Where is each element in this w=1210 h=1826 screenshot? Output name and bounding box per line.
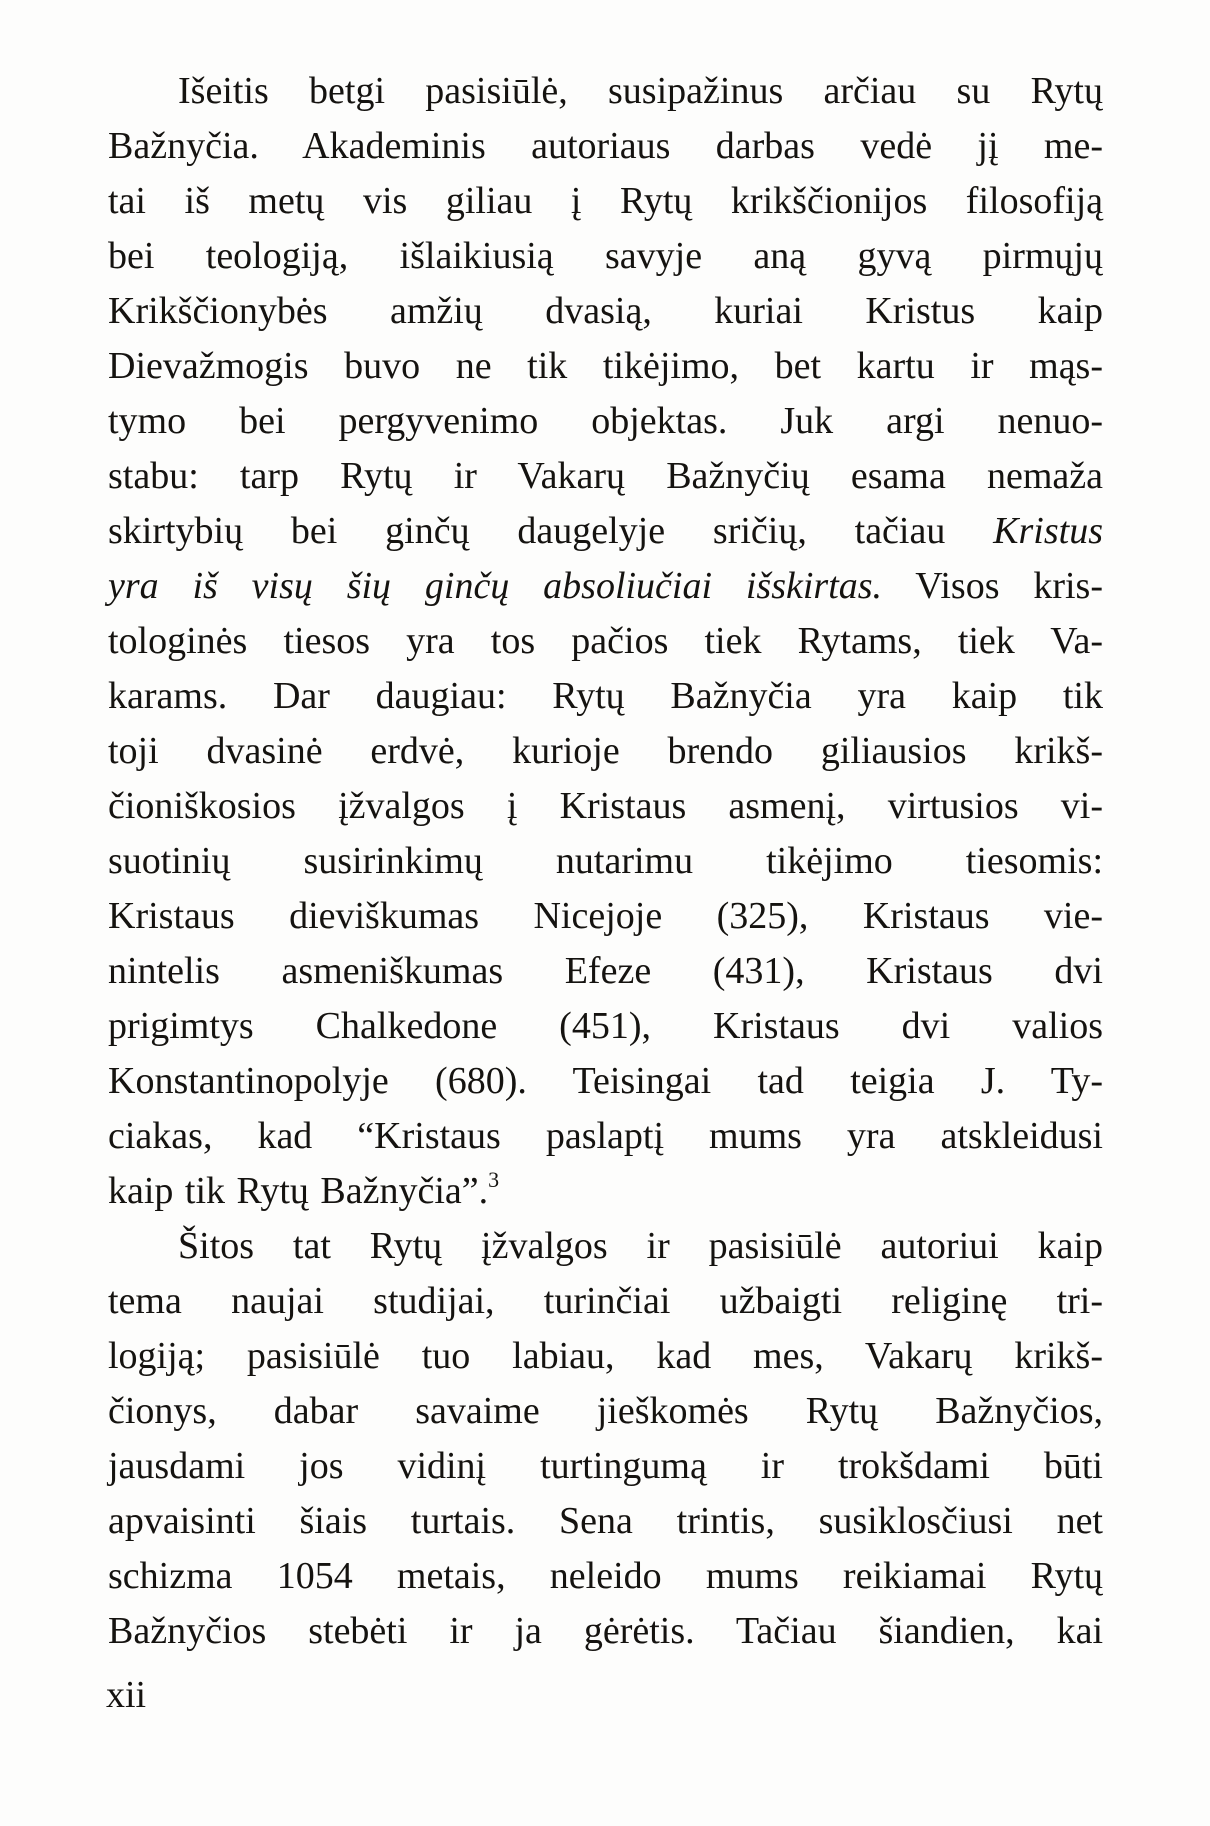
- text-line: [108, 559, 1103, 614]
- text-line: tema naujai studijai, turinčiai užbaigti religinę tri-: [108, 1280, 1103, 1322]
- body-text: [108, 64, 1103, 1659]
- text-line: Kristaus dieviškumas Nicejoje (325), Kristaus vie-: [108, 895, 1103, 937]
- text-line: karams. Dar daugiau: Rytų Bažnyčia yra kaip tik: [108, 675, 1103, 717]
- text-line: tymo bei pergyvenimo objektas. Juk argi nenuo-: [108, 400, 1103, 442]
- page-number: xii: [106, 1674, 147, 1716]
- text-segment: kaip tik Rytų Bažnyčia”.: [108, 1170, 489, 1212]
- text-line: nintelis asmeniškumas Efeze (431), Kristaus dvi: [108, 950, 1103, 992]
- text-line: čionys, dabar savaime jieškomės Rytų Bažnyčios,: [108, 1390, 1103, 1432]
- text-line: prigimtys Chalkedone (451), Kristaus dvi valios: [108, 1005, 1103, 1047]
- text-line: apvaisinti šiais turtais. Sena trintis, susiklosčiusi net: [108, 1500, 1103, 1542]
- text-line: Bažnyčia. Akademinis autoriaus darbas vedė jį me-: [108, 125, 1103, 167]
- footnote-reference: 3: [488, 1167, 500, 1192]
- text-line: tai iš metų vis giliau į Rytų krikščionijos filosofiją: [108, 180, 1103, 222]
- text-line: ciakas, kad “Kristaus paslaptį mums yra atskleidusi: [108, 1115, 1103, 1157]
- italic-emphasis: yra iš visų šių ginčų absoliučiai išskirtas.: [108, 565, 883, 607]
- text-line: logiją; pasisiūlė tuo labiau, kad mes, Vakarų krikš-: [108, 1335, 1103, 1377]
- text-line: Šitos tat Rytų įžvalgos ir pasisiūlė autoriui kaip: [178, 1225, 1103, 1267]
- text-line: Konstantinopolyje (680). Teisingai tad teigia J. Ty-: [108, 1060, 1103, 1102]
- text-line: toji dvasinė erdvė, kurioje brendo giliausios krikš-: [108, 730, 1103, 772]
- text-segment: Visos kris-: [882, 565, 1103, 607]
- text-line: jausdami jos vidinį turtingumą ir trokšdami būti: [108, 1445, 1103, 1487]
- text-line: suotinių susirinkimų nutarimu tikėjimo tiesomis:: [108, 840, 1103, 882]
- text-line: bei teologiją, išlaikiusią savyje aną gyvą pirmųjų: [108, 235, 1103, 277]
- text-line: Bažnyčios stebėti ir ja gėrėtis. Tačiau šiandien, kai: [108, 1610, 1103, 1652]
- text-line: čioniškosios įžvalgos į Kristaus asmenį, virtusios vi-: [108, 785, 1103, 827]
- text-segment: skirtybių bei ginčų daugelyje sričių, tačiau: [108, 510, 994, 552]
- text-line: Išeitis betgi pasisiūlė, susipažinus arčiau su Rytų: [178, 70, 1103, 112]
- text-line: schizma 1054 metais, neleido mums reikiamai Rytų: [108, 1555, 1103, 1597]
- text-line: [108, 1164, 1103, 1219]
- text-line: [108, 504, 1103, 559]
- text-line: tologinės tiesos yra tos pačios tiek Rytams, tiek Va-: [108, 620, 1103, 662]
- italic-emphasis: Kristus: [993, 510, 1103, 552]
- text-line: Dievažmogis buvo ne tik tikėjimo, bet kartu ir mąs-: [108, 345, 1103, 387]
- text-line: stabu: tarp Rytų ir Vakarų Bažnyčių esama nemaža: [108, 455, 1103, 497]
- text-line: Krikščionybės amžių dvasią, kuriai Kristus kaip: [108, 290, 1103, 332]
